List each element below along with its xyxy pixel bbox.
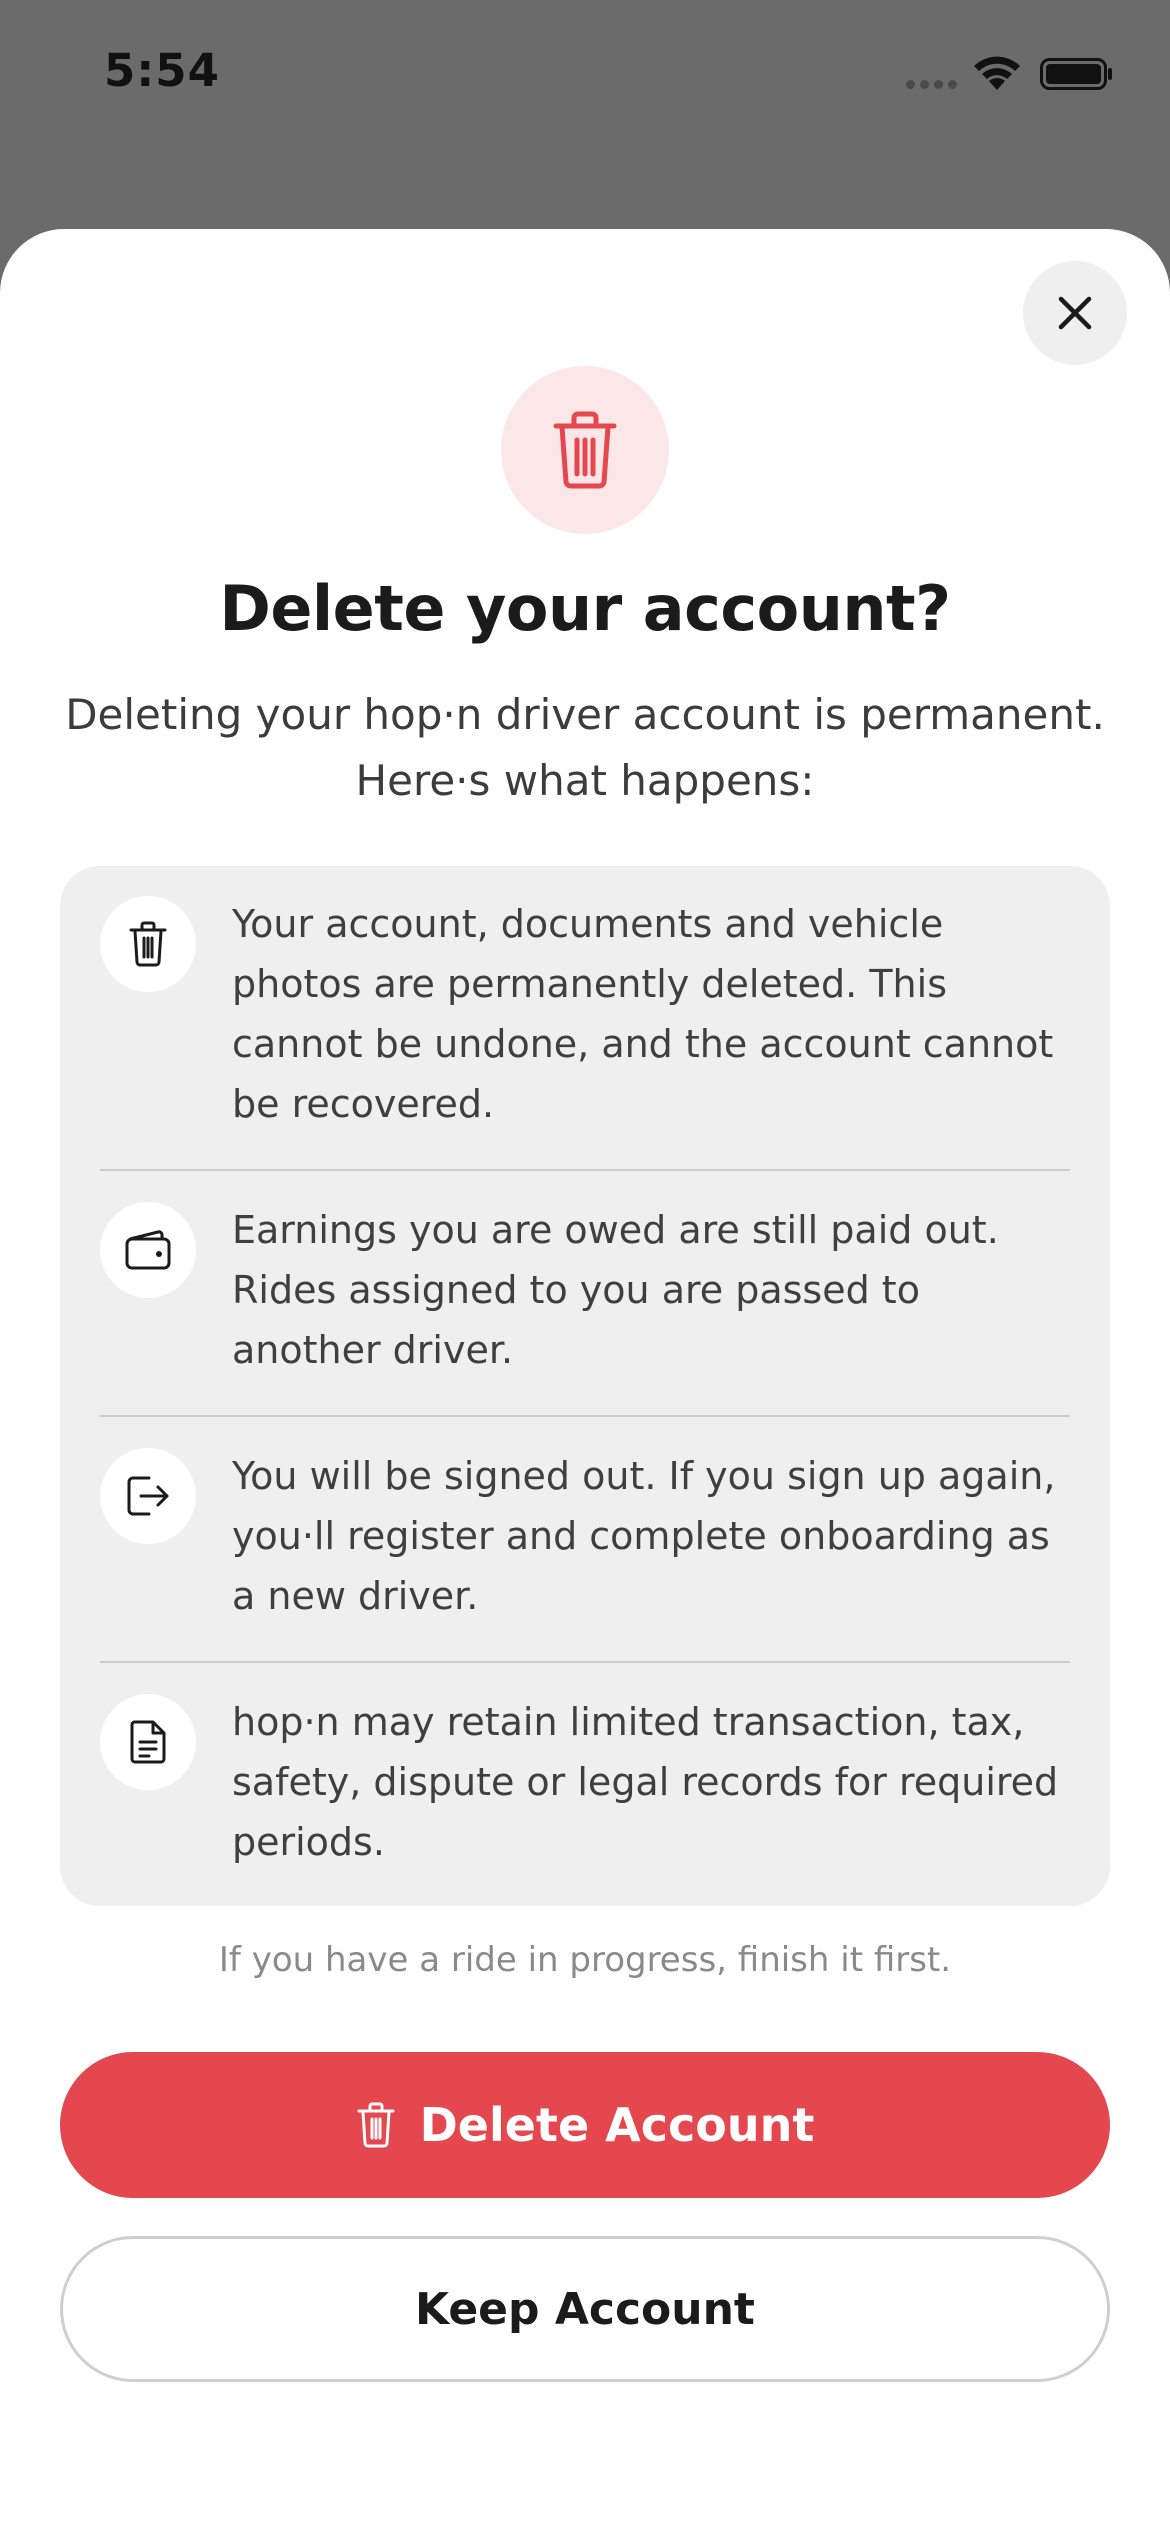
consequence-item bbox=[100, 1418, 1070, 1658]
trash-icon bbox=[550, 410, 620, 490]
consequence-text: Your account, documents and vehicle photos are permanently deleted. This cannot be undone, and the account cannot be recovered. bbox=[232, 902, 1054, 1126]
consequence-text: Earnings you are owed are still paid out. Rides assigned to you are passed to another driver. bbox=[232, 1208, 999, 1372]
trash-hero-badge bbox=[501, 366, 669, 534]
consequence-item bbox=[100, 1664, 1070, 1904]
ride-in-progress-note: If you have a ride in progress, finish it first. bbox=[218, 1940, 952, 1980]
trash-icon bbox=[356, 2102, 396, 2148]
close-button[interactable] bbox=[1023, 261, 1127, 365]
wifi-icon bbox=[971, 52, 1023, 92]
divider bbox=[100, 1169, 1070, 1171]
dialog-title: Delete your account? bbox=[219, 572, 951, 645]
status-time: 5:54 bbox=[104, 44, 220, 97]
cellular-signal-icon bbox=[906, 80, 960, 90]
dialog-subtitle: Deleting your hop·n driver account is permanent. Here·s what happens: bbox=[65, 690, 1105, 805]
keep-account-button[interactable] bbox=[60, 2236, 1110, 2382]
divider bbox=[100, 1415, 1070, 1417]
keep-account-label: Keep Account bbox=[415, 2283, 755, 2335]
delete-account-button[interactable] bbox=[60, 2052, 1110, 2198]
wallet-icon bbox=[124, 1229, 172, 1271]
icon-badge bbox=[100, 1694, 196, 1790]
consequence-text: You will be signed out. If you sign up again, you·ll register and complete onboarding as a new driver. bbox=[232, 1454, 1056, 1618]
document-icon bbox=[129, 1719, 167, 1765]
close-icon bbox=[1057, 295, 1093, 331]
consequence-item bbox=[100, 1172, 1070, 1412]
icon-badge bbox=[100, 896, 196, 992]
consequence-item bbox=[100, 866, 1070, 1166]
status-bar bbox=[0, 0, 1170, 150]
icon-badge bbox=[100, 1202, 196, 1298]
trash-icon bbox=[128, 921, 168, 967]
icon-badge bbox=[100, 1448, 196, 1544]
consequence-text: hop·n may retain limited transaction, tax, safety, dispute or legal records for required periods. bbox=[232, 1700, 1059, 1864]
delete-account-label: Delete Account bbox=[419, 2098, 815, 2152]
consequences-card bbox=[60, 866, 1110, 1906]
sign-out-icon bbox=[125, 1474, 171, 1518]
divider bbox=[100, 1661, 1070, 1663]
battery-icon bbox=[1040, 58, 1114, 90]
